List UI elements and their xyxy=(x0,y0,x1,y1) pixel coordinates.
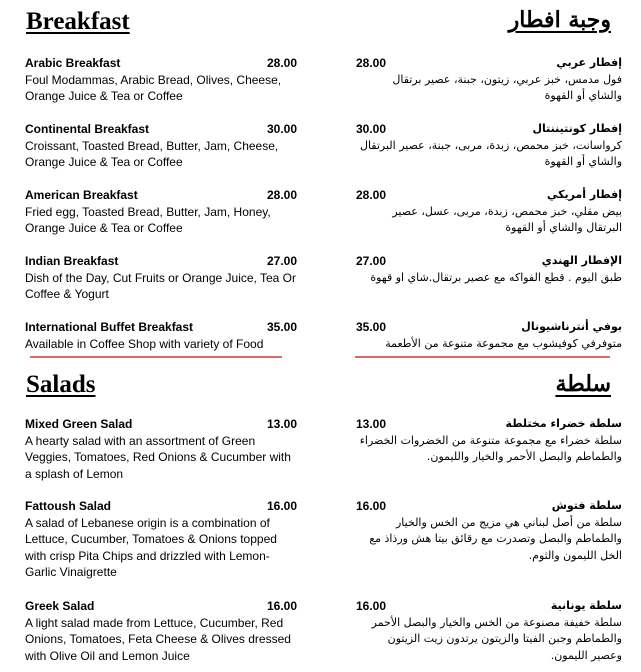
breakfast-item-ar xyxy=(356,319,622,352)
item-name: International Buffet Breakfast xyxy=(25,320,194,334)
item-name: الإفطار الهندي xyxy=(541,254,622,267)
item-description: Croissant, Toasted Bread, Butter, Jam, Cheese, Orange Juice & Tea or Coffee xyxy=(25,138,279,169)
item-price: 16.00 xyxy=(356,599,387,613)
item-description: طبق اليوم . قطع الفواكه مع عصير برتقال.شاي او قهوة xyxy=(370,270,622,284)
breakfast-item-ar xyxy=(356,187,622,237)
breakfast-item-en xyxy=(25,253,297,303)
section-divider-en xyxy=(30,356,282,358)
breakfast-item-ar xyxy=(356,253,622,286)
item-name: American Breakfast xyxy=(25,188,138,202)
item-description: سلطة خضراء مع مجموعة متنوعة من الخضروات الخضراء والطماطم والبصل الأحمر والخيار والليمون. xyxy=(359,433,622,463)
salads-title-ar: سلطة xyxy=(555,371,611,397)
item-price: 30.00 xyxy=(356,122,387,136)
item-price: 30.00 xyxy=(266,122,297,136)
item-name: Arabic Breakfast xyxy=(25,56,121,70)
item-price: 28.00 xyxy=(356,56,387,70)
item-price: 27.00 xyxy=(356,254,387,268)
item-description: سلطة خفيفة مصنوعة من الخس والخيار والبصل الأحمر والطماطم وجبن الفيتا والزيتون يرتدون زيت الزيتون وعصير الليمون. xyxy=(371,615,622,662)
item-description: متوفرفي كوفيشوب مع مجموعة متنوعة من الأطعمة xyxy=(385,336,622,350)
salad-item-en xyxy=(25,416,297,482)
item-description: A light salad made from Lettuce, Cucumber, Red Onions, Tomatoes, Feta Cheese & Olives dressed with Olive Oil and Lemon Juice xyxy=(25,615,291,663)
item-name: Fattoush Salad xyxy=(25,499,112,513)
item-price: 28.00 xyxy=(356,188,387,202)
item-description: بيض مقلي، خبز محمص، زبدة، مربى، عسل، عصير البرتقال والشاي أو القهوة xyxy=(392,204,622,234)
item-name: Indian Breakfast xyxy=(25,254,119,268)
item-description: كرواسانت، خبز محمص، زبدة، مربى، جبنة، عصير البرتقال والشاي أو القهوة xyxy=(359,138,622,168)
breakfast-title-ar: وجبة افطار xyxy=(508,7,611,33)
item-name: سلطة فتوش xyxy=(551,499,622,512)
breakfast-title-en: Breakfast xyxy=(26,8,130,35)
salad-item-ar xyxy=(356,498,622,564)
item-price: 16.00 xyxy=(356,499,387,513)
section-divider-ar xyxy=(355,356,610,358)
item-price: 28.00 xyxy=(266,188,297,202)
item-description: A hearty salad with an assortment of Green Veggies, Tomatoes, Red Onions & Cucumber with a splash of Lemon xyxy=(25,433,291,481)
breakfast-item-en xyxy=(25,187,297,237)
item-price: 16.00 xyxy=(266,599,297,613)
item-description: Dish of the Day, Cut Fruits or Orange Juice, Tea Or Coffee & Yogurt xyxy=(25,270,296,301)
item-description: Foul Modammas, Arabic Bread, Olives, Cheese, Orange Juice & Tea or Coffee xyxy=(25,72,282,103)
item-price: 35.00 xyxy=(356,320,387,334)
item-name: Continental Breakfast xyxy=(25,122,150,136)
item-price: 13.00 xyxy=(266,417,297,431)
breakfast-item-en xyxy=(25,121,297,171)
item-name: سلطة خضراء مختلطة xyxy=(505,417,622,430)
item-name: إفطار كونتيننتال xyxy=(532,122,622,135)
item-description: سلطة من أصل لبناني هي مزيج من الخس والخيار والطماطم والبصل وتصدرت مع رقائق بيتا هش ورذاذ مع الخل الليمون والثوم. xyxy=(369,515,622,562)
item-price: 28.00 xyxy=(266,56,297,70)
breakfast-item-ar xyxy=(356,121,622,171)
breakfast-item-en xyxy=(25,55,297,105)
item-name: سلطة يونانية xyxy=(550,599,622,612)
salad-item-ar xyxy=(356,598,622,664)
item-description: Fried egg, Toasted Bread, Butter, Jam, Honey, Orange Juice & Tea or Coffee xyxy=(25,204,271,235)
breakfast-item-ar xyxy=(356,55,622,105)
item-price: 35.00 xyxy=(266,320,297,334)
item-description: A salad of Lebanese origin is a combination of Lettuce, Cucumber, Tomatoes & Onions topped with crisp Pita Chips and drizzled with Lemon-Garlic Vinaigrette xyxy=(25,515,277,579)
item-price: 16.00 xyxy=(266,499,297,513)
salad-item-ar xyxy=(356,416,622,466)
salad-item-en xyxy=(25,598,297,664)
item-name: بوفي أنترناشيونال xyxy=(521,320,622,333)
item-name: Greek Salad xyxy=(25,599,95,613)
salad-item-en xyxy=(25,498,297,581)
item-price: 27.00 xyxy=(266,254,297,268)
item-name: إفطار أمريكي xyxy=(546,188,622,201)
item-description: فول مدمس، خبز عربي، زيتون، جبنة، عصير برتقال والشاي أو القهوة xyxy=(392,72,622,102)
item-name: إفطار عربي xyxy=(556,56,622,69)
item-description: Available in Coffee Shop with variety of Food xyxy=(25,336,264,351)
item-price: 13.00 xyxy=(356,417,387,431)
item-name: Mixed Green Salad xyxy=(25,417,133,431)
breakfast-item-en xyxy=(25,319,297,352)
salads-title-en: Salads xyxy=(26,371,96,398)
